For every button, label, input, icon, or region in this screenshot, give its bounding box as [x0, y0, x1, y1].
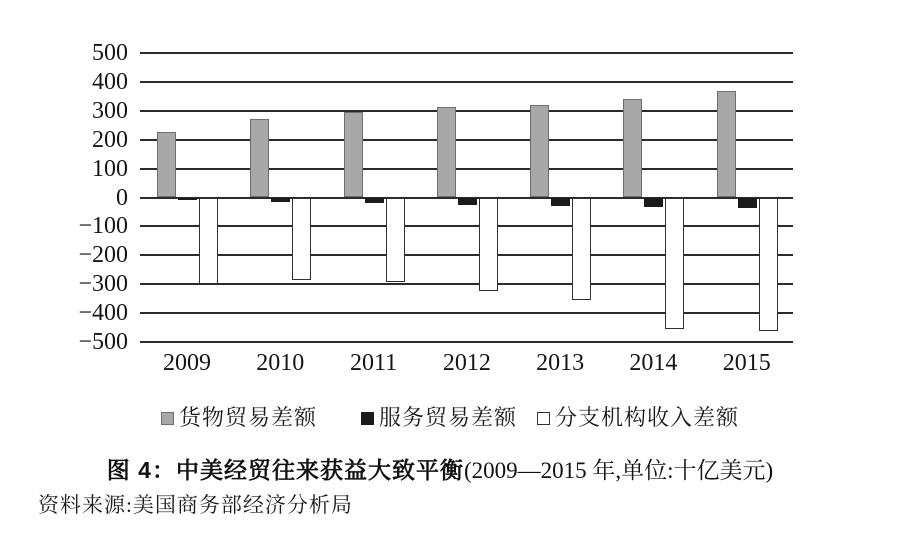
y-tick-label: 200 — [92, 126, 128, 153]
legend-swatch-icon — [361, 412, 374, 425]
bar-services-trade-balance-2013 — [551, 198, 570, 207]
bar-services-trade-balance-2010 — [271, 198, 290, 202]
gridline — [140, 168, 793, 170]
y-tick-label: 0 — [116, 184, 128, 211]
bar-goods-trade-balance-2012 — [437, 107, 456, 198]
bar-branch-income-balance-2011 — [386, 198, 405, 282]
bar-services-trade-balance-2014 — [644, 198, 663, 208]
bar-branch-income-balance-2013 — [572, 198, 591, 301]
x-axis-label-2014: 2014 — [629, 350, 678, 376]
bar-branch-income-balance-2015 — [759, 198, 778, 332]
bar-goods-trade-balance-2009 — [157, 132, 176, 198]
gridline — [140, 139, 793, 141]
legend-label: 分支机构收入差额 — [555, 404, 740, 430]
y-tick-label: −400 — [78, 300, 128, 327]
legend-swatch-icon — [161, 412, 174, 425]
x-axis-label-2012: 2012 — [442, 350, 491, 376]
gridline — [140, 341, 793, 343]
gridline — [140, 312, 793, 314]
y-tick-label: −500 — [78, 329, 128, 355]
bar-goods-trade-balance-2014 — [623, 99, 642, 198]
bar-branch-income-balance-2010 — [292, 198, 311, 281]
y-tick-label: −200 — [78, 242, 128, 269]
bar-goods-trade-balance-2011 — [344, 112, 363, 198]
x-axis-label-2009: 2009 — [163, 350, 211, 376]
figure-title — [0, 452, 880, 485]
gridline — [140, 225, 793, 227]
gridline — [140, 254, 793, 256]
bar-services-trade-balance-2011 — [365, 198, 384, 204]
figure-title-main: 图 4：中美经贸往来获益大致平衡 — [106, 457, 464, 483]
gridline — [140, 283, 793, 285]
legend-label: 货物贸易差额 — [178, 404, 317, 430]
bar-goods-trade-balance-2015 — [717, 91, 736, 197]
gridline — [140, 81, 793, 83]
bar-services-trade-balance-2012 — [458, 198, 477, 205]
x-axis-label-2011: 2011 — [350, 350, 398, 376]
legend-label: 服务贸易差额 — [378, 404, 517, 430]
figure-title-subtitle: (2009—2015 年,单位:十亿美元) — [463, 458, 774, 483]
y-tick-label: 400 — [92, 68, 128, 95]
bar-goods-trade-balance-2010 — [250, 119, 269, 198]
gridline — [140, 52, 793, 54]
bar-services-trade-balance-2009 — [178, 198, 197, 201]
legend-item-branch-income-balance — [537, 401, 739, 432]
y-tick-label: 300 — [92, 97, 128, 124]
y-tick-label: 100 — [92, 155, 128, 182]
bar-branch-income-balance-2012 — [479, 198, 498, 291]
x-axis-label-2015: 2015 — [722, 350, 771, 376]
bar-goods-trade-balance-2013 — [530, 105, 549, 197]
plot-area — [140, 53, 793, 342]
legend-item-goods-trade-balance — [161, 401, 317, 432]
legend-item-services-trade-balance — [361, 401, 517, 432]
y-tick-label: −100 — [78, 213, 128, 240]
source-note: 资料来源:美国商务部经济分析局 — [38, 493, 353, 517]
y-tick-label: −300 — [78, 271, 128, 298]
x-axis-label-2010: 2010 — [256, 350, 305, 376]
gridline — [140, 110, 793, 112]
legend-swatch-icon — [537, 412, 550, 425]
x-axis-label-2013: 2013 — [536, 350, 585, 376]
bar-branch-income-balance-2014 — [665, 198, 684, 330]
bar-services-trade-balance-2015 — [738, 198, 757, 209]
bar-branch-income-balance-2009 — [199, 198, 218, 285]
y-tick-label: 500 — [92, 40, 128, 66]
legend — [0, 400, 900, 432]
